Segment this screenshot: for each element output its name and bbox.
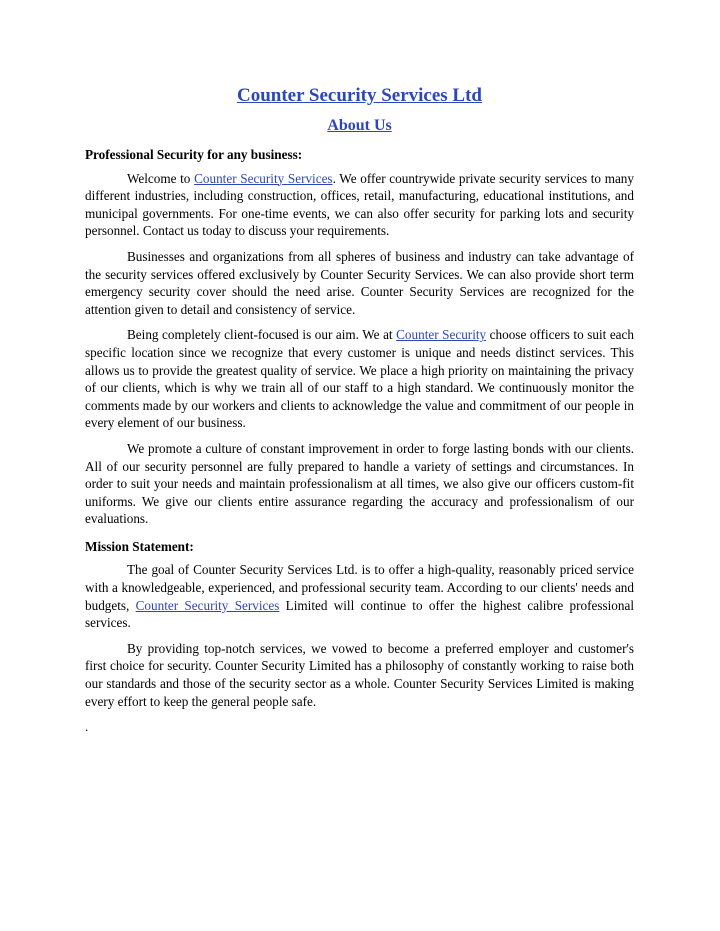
paragraph-text: The goal of Counter Security Services Ltd. is to offer a high-quality, reasonably priced service with a knowledgeable, experienced, and professional security team. According to our clients' needs and budgets, — [85, 562, 634, 613]
document-title — [85, 84, 634, 108]
paragraph-top-notch: By providing top-notch services, we vowed to become a preferred employer and customer's first choice for security. Counter Security Limited has a philosophy of constantly working to raise both our standards and those of the security sector as a whole. Counter Security Services Limited is making every effort to keep the general people safe. — [85, 640, 634, 709]
trailing-mark: . — [85, 719, 89, 735]
paragraph-client-focused — [85, 326, 634, 432]
paragraph-goal — [85, 561, 634, 631]
about-us-link[interactable]: About Us — [327, 117, 392, 134]
section-heading-mission-statement: Mission Statement: — [85, 538, 194, 554]
paragraph-businesses: Businesses and organizations from all spheres of business and industry can take advantage of the security services offered exclusively by Counter Security Services. We can also provide short term emergency security cover should the need arise. Counter Security Services are recognized for the attention given to detail and consistency of service. — [85, 248, 634, 317]
paragraph-text: Being completely client-focused is our aim. We at — [127, 327, 397, 343]
paragraph-improvement: We promote a culture of constant improvement in order to forge lasting bonds with our clients. All of our security personnel are fully prepared to handle a variety of settings and circumstances. In order to suit your needs and maintain professionalism at all times, we also give our officers custom-fit uniforms. We give our clients entire assurance regarding the accuracy and professionalism of our evaluations. — [85, 440, 634, 527]
paragraph-text: Limited will continue to offer the highest calibre professional services. — [85, 597, 635, 631]
counter-security-services-link[interactable]: Counter Security Services — [194, 170, 333, 186]
section-heading-professional-security: Professional Security for any business: — [85, 147, 303, 162]
counter-security-link[interactable]: Counter Security — [396, 327, 487, 343]
paragraph-text: . We offer countrywide private security services to many different industries, including construction, offices, retail, manufacturing, educational institutions, and municipal governments. For one-time events, we can also offer security for parking lots and security personnel. Contact us today to discuss your requirements. — [85, 170, 634, 239]
counter-security-services-link[interactable]: Counter Security Services — [135, 597, 280, 613]
document-subtitle — [85, 116, 634, 136]
paragraph-text: choose officers to suit each specific location since we recognize that every customer is unique and needs distinct services. This allows us to provide the greatest quality of service. We place a high priority on maintaining the privacy of our clients, which is why we train all of our staff to a high standard. We continuously monitor the comments made by our workers and clients to acknowledge the value and commitment of our people in every element of our business. — [85, 327, 634, 431]
paragraph-text: Welcome to — [127, 170, 195, 186]
title-link[interactable]: Counter Security Services Ltd — [236, 85, 483, 106]
paragraph-welcome — [85, 170, 634, 240]
